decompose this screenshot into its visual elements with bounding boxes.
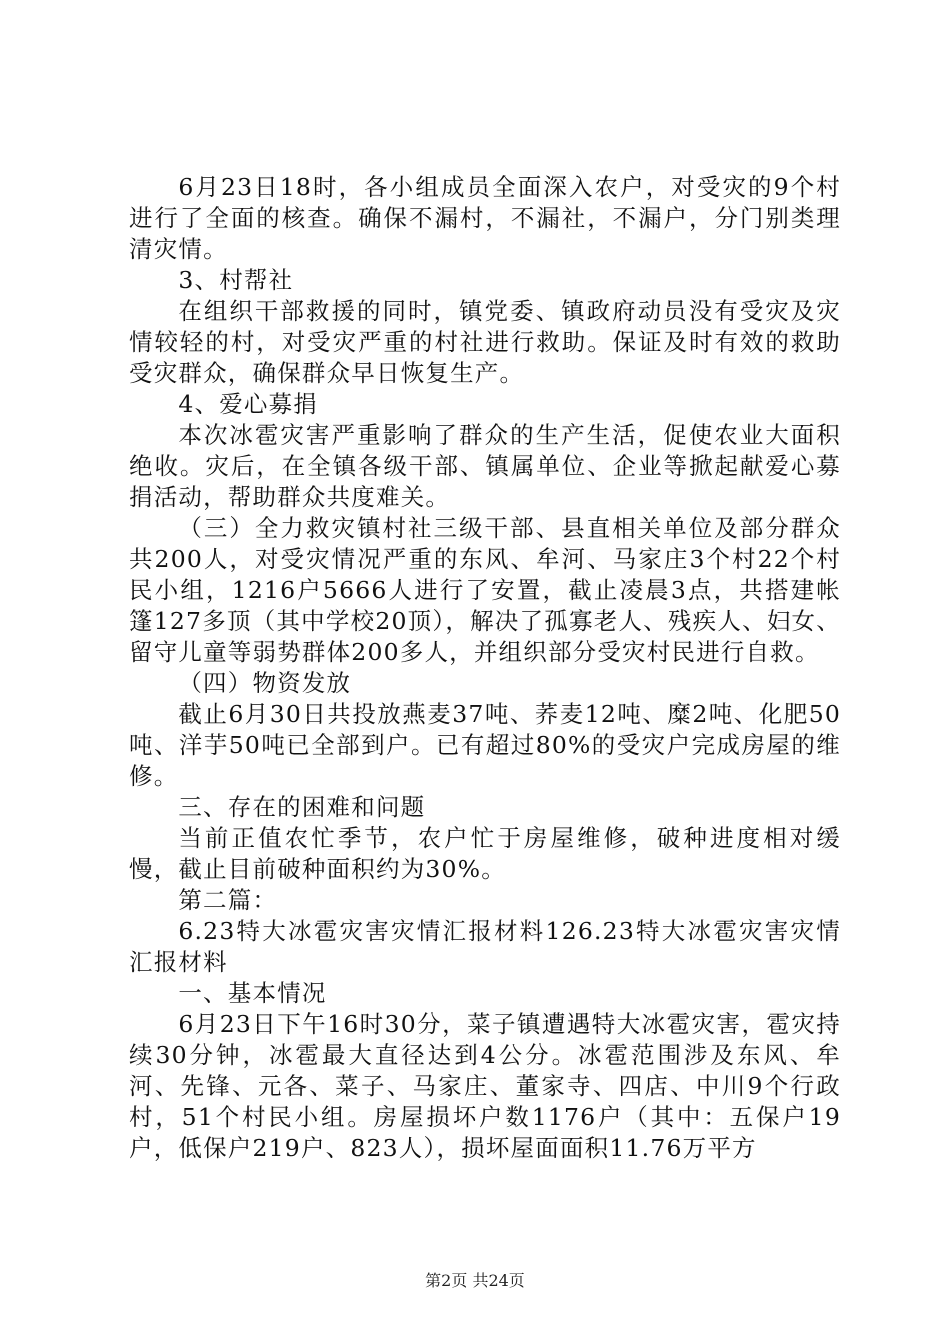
page-number-footer: 第2页 共24页 bbox=[425, 1271, 525, 1290]
paragraph: 在组织干部救援的同时，镇党委、镇政府动员没有受灾及灾情较轻的村，对受灾严重的村社进行救助。保证及时有效的救助受灾群众，确保群众早日恢复生产。 bbox=[129, 297, 841, 387]
section-heading: 4、爱心募捐 bbox=[178, 390, 318, 418]
paragraph: 截止6月30日共投放燕麦37吨、荞麦12吨、糜2吨、化肥50吨、洋芋50吨已全部到户。已有超过80%的受灾户完成房屋的维修。 bbox=[129, 700, 841, 790]
section-heading: 3、村帮社 bbox=[178, 266, 294, 294]
paragraph: 6月23日18时，各小组成员全面深入农户，对受灾的9个村进行了全面的核查。确保不漏村，不漏社，不漏户，分门别类理清灾情。 bbox=[129, 173, 841, 263]
section-heading: 一、基本情况 bbox=[178, 979, 327, 1007]
paragraph: 本次冰雹灾害严重影响了群众的生产生活，促使农业大面积绝收。灾后，在全镇各级干部、镇属单位、企业等掀起献爱心募捐活动，帮助群众共度难关。 bbox=[129, 421, 841, 511]
paragraph: （三）全力救灾镇村社三级干部、县直相关单位及部分群众共200人，对受灾情况严重的东风、牟河、马家庄3个村22个村民小组，1216户5666人进行了安置，截止凌晨3点，共搭建帐篷127多顶（其中学校20顶），解决了孤寡老人、残疾人、妇女、留守儿童等弱势群体200多人，并组织部分受灾村民进行自救。 bbox=[129, 514, 841, 666]
paragraph: 6.23特大冰雹灾害灾情汇报材料126.23特大冰雹灾害灾情汇报材料 bbox=[129, 917, 841, 976]
paragraph: 当前正值农忙季节，农户忙于房屋维修，破种进度相对缓慢，截止目前破种面积约为30%。 bbox=[129, 824, 841, 883]
section-heading: 第二篇： bbox=[178, 886, 278, 914]
paragraph: 6月23日下午16时30分，菜子镇遭遇特大冰雹灾害，雹灾持续30分钟，冰雹最大直径达到4公分。冰雹范围涉及东风、牟河、先锋、元各、菜子、马家庄、董家寺、四店、中川9个行政村，51个村民小组。房屋损坏户数1176户（其中：五保户19户，低保户219户、823人），损坏屋面面积11.76万平方 bbox=[129, 1010, 841, 1162]
section-heading: （四）物资发放 bbox=[178, 669, 352, 697]
section-heading: 三、存在的困难和问题 bbox=[178, 793, 426, 821]
document-body bbox=[129, 172, 841, 1164]
